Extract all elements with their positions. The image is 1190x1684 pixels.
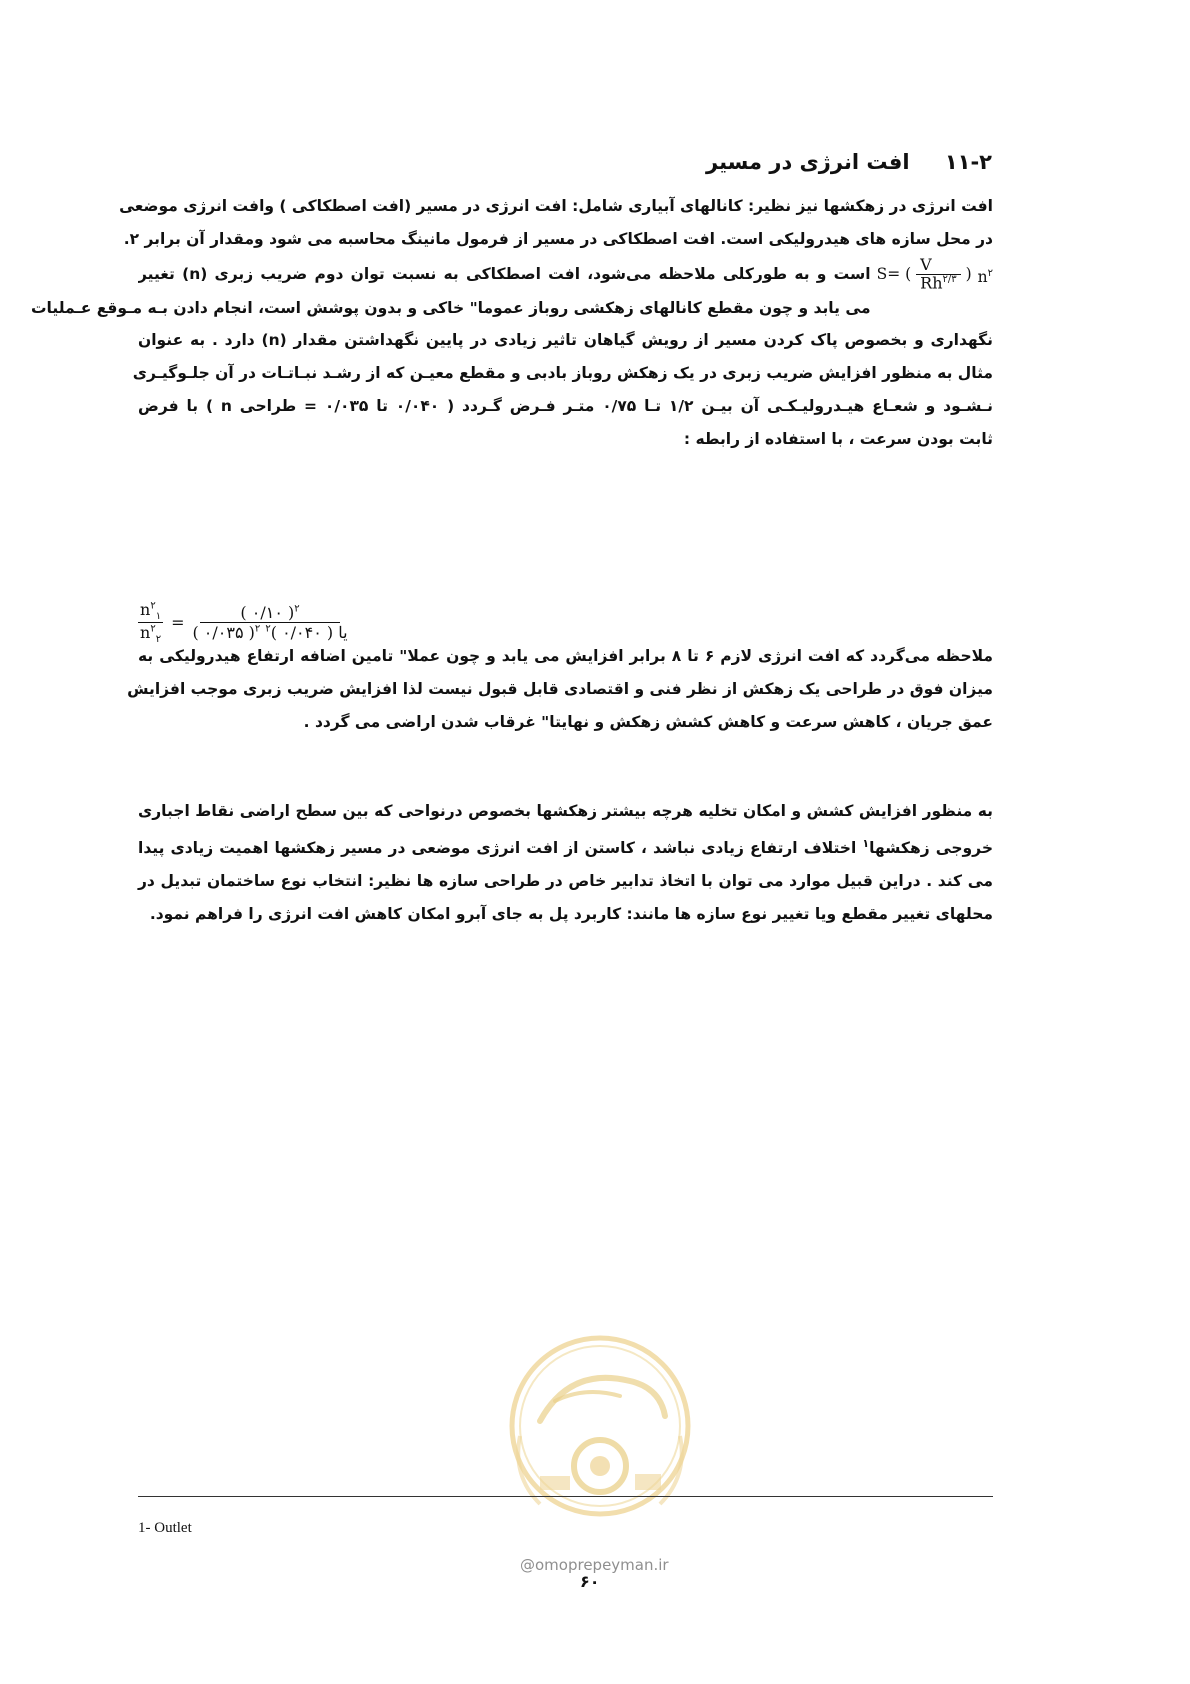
text-line: عمق جریان ، کاهش سرعت و کاهش کشش زهکش و نهایتا" غرقاب شدن اراضی می گردد . bbox=[303, 712, 993, 731]
rhs-bot-or: یا bbox=[338, 623, 348, 643]
equals-sign: = bbox=[171, 613, 185, 633]
section-title: افت انرژی در مسیر bbox=[706, 150, 910, 174]
rhs-top: ( ۰/۱۰ ) bbox=[240, 603, 295, 623]
text-line: می یابد و چون مقطع کانالهای زهکشی روباز عموما" خاکی و بدون پوشش است، انجام دادن بـه مـوقع عـملیات bbox=[30, 298, 871, 317]
rhs-bot-2: ( ۰/۰۴۰ ) bbox=[270, 623, 334, 643]
footnote-word: خروجی زهکشها bbox=[869, 838, 993, 857]
footnote-mark: ۱ bbox=[862, 836, 870, 850]
watermark-text: @omoprepeyman.ir bbox=[520, 1556, 669, 1574]
paragraph-energy-loss bbox=[30, 190, 993, 456]
text-line: نگهداری و بخصوص پاک کردن مسیر از رویش گیاهان تاثیر زیادی در پایین نگهداشتن مقدار (n) دارد . به عنوان bbox=[138, 331, 993, 350]
text-line: به منظور افزایش کشش و امکان تخلیه هرچه بیشتر زهکشها بخصوص درنواحی که بین سطح اراضی نقاط اجباری bbox=[138, 802, 993, 820]
formula-manning bbox=[978, 256, 993, 295]
text-line: مثال به منظور افزایش ضریب زبری در یک زهکش روباز بادبی و مقطع معیـن که از رشـد نبـاتـات در آن جلـوگیـری bbox=[132, 364, 993, 383]
paragraph-local-loss bbox=[138, 795, 993, 930]
text-line-with-formula bbox=[138, 256, 993, 292]
paragraph-roughness bbox=[127, 640, 993, 738]
formula-prefix: S= ( bbox=[876, 264, 912, 283]
rhs-top-exp: ۲ bbox=[294, 603, 300, 615]
formula-numerator: V bbox=[916, 257, 960, 275]
footnote-divider bbox=[138, 1496, 993, 1497]
lhs-bot-var: n bbox=[140, 623, 151, 643]
formula-fraction bbox=[916, 257, 960, 292]
text-line-rest: اختلاف ارتفاع زیادی نباشد ، کاستن از افت انرژی موضعی در مسیر زهکشها اهمیت زیادی پیدا bbox=[138, 838, 857, 857]
formula-exp: ۲ bbox=[987, 267, 993, 279]
lhs-top-exp: ۲ bbox=[150, 600, 156, 612]
text-line: افت انرژی در زهکشها نیز نظیر: کانالهای آبیاری شامل: افت انرژی در مسیر (افت اصطکاکی ) وافت انرژی موضعی bbox=[119, 197, 993, 215]
page-number: ۶۰ bbox=[580, 1572, 600, 1591]
footnote-text: 1- Outlet bbox=[138, 1520, 192, 1536]
lhs-top-sub: ۱ bbox=[155, 611, 162, 623]
text-line: نـشـود و شعـاع هیـدرولیـکـی آن بیـن ۱/۲ تـا ۰/۷۵ متـر فـرض گـردد ( ۰/۰۴۰ تا ۰/۰۳۵ = طراحی n ) با فرض bbox=[138, 396, 993, 415]
lhs-bot-exp: ۲ bbox=[150, 623, 156, 635]
ratio-equation bbox=[138, 600, 348, 645]
text-line: ملاحظه می‌گردد که افت انرژی لازم ۶ تا ۸ برابر افزایش می یابد و چون عملا" تامین اضافه ارتفاع هیدرولیکی به bbox=[138, 647, 993, 665]
text-line-rest: است و به طورکلی ملاحظه می‌شود، افت اصطکاکی به نسبت توان دوم ضریب زبری (n) تغییر bbox=[138, 264, 871, 283]
lhs-bot-sub: ۲ bbox=[155, 634, 162, 646]
section-number: ۱۱-۲ bbox=[944, 150, 992, 174]
formula-var: n bbox=[977, 267, 988, 286]
text-line: در محل سازه های هیدرولیکی است. افت اصطکاکی در مسیر از فرمول مانینگ محاسبه می شود ومقدار آن برابر ۲. bbox=[123, 229, 993, 248]
text-line: می کند . دراین قبیل موارد می توان با اتخاذ تدابیر خاص در طراحی سازه ها نظیر: انتخاب نوع ساختمان تبدیل در bbox=[138, 871, 993, 890]
rhs-fraction bbox=[192, 603, 347, 642]
lhs-fraction bbox=[138, 600, 163, 645]
text-line-with-footnote bbox=[138, 828, 993, 865]
section-heading bbox=[706, 150, 992, 174]
rhs-bot-1: ( ۰/۰۳۵ ) bbox=[192, 623, 255, 643]
formula-fraction-group bbox=[877, 256, 972, 292]
rhs-bot-exp-2: ۲ bbox=[265, 623, 271, 635]
formula-suffix: ) bbox=[965, 264, 972, 283]
text-line: محلهای تغییر مقطع ویا تغییر نوع سازه ها مانند: کاربرد پل به جای آبرو امکان کاهش افت انرژی را فراهم نمود. bbox=[149, 904, 993, 923]
rhs-bot-exp-1: ۲ bbox=[254, 623, 261, 635]
text-line: ثابت بودن سرعت ، با استفاده از رابطه : bbox=[683, 429, 993, 448]
text-line: میزان فوق در طراحی یک زهکش از نظر فنی و اقتصادی قابل قبول نیست لذا افزایش ضریب زبری موجب افزایش bbox=[127, 679, 993, 698]
lhs-top-var: n bbox=[140, 600, 151, 619]
formula-den-exp: ۲/۳ bbox=[942, 273, 957, 285]
formula-denominator: Rh bbox=[920, 273, 943, 293]
